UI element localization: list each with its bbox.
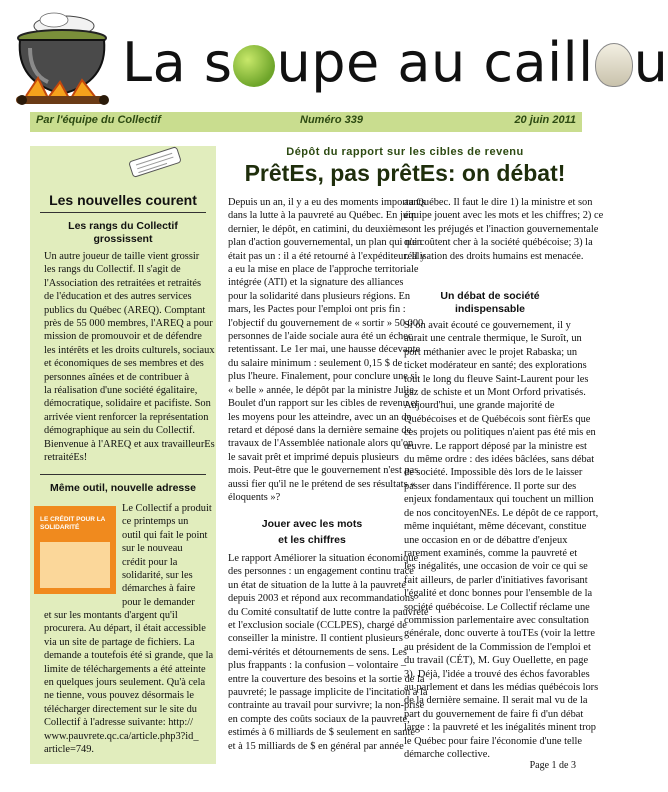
text-line: ticket modérateur en santé; des explorations <box>404 360 587 372</box>
text-line: les moyens pour les atteindre, avec un an de <box>228 411 412 423</box>
text-line: des personnes : un engagement continu trace <box>228 566 414 578</box>
text-line: solidarité, sur les <box>122 570 193 582</box>
text-line: Collectif à l'adresse suivante: http:// <box>44 717 194 729</box>
text-line: www.pauvrete.qc.ca/article.php3?id_ <box>44 730 199 742</box>
text-line: rarement examinés, comme la pauvreté et <box>404 547 578 559</box>
text-line: du même ordre : des idées bâclées, sans débat <box>404 454 595 466</box>
text-line: démographique au sein du Collectif. <box>44 425 195 437</box>
text-line: une occasion en or de débattre d'enjeux <box>404 534 568 546</box>
text-line: conseiller la ministre. Il contient plusieurs <box>228 633 403 645</box>
subheading-1-cont: et les chiffres <box>278 534 346 546</box>
text-line: large : la pauvreté et les inégalités minent trop <box>404 722 596 734</box>
text-line: et économiques de ses membres et des <box>44 358 204 370</box>
text-line: pour le demander <box>122 596 195 608</box>
text-line: 3). Déjà, l'idée a trouvé des échos favorables <box>404 668 590 680</box>
story1-title: Les rangs du Collectif <box>68 220 178 232</box>
page-number: Page 1 de 3 <box>529 760 576 771</box>
text-line: Si on avait écouté ce gouvernement, il y <box>404 320 571 331</box>
text-line: mars, les Pactes pour l'emploi ont pris fin : <box>228 304 406 316</box>
text-line: et sur les montants d'argent qu'il <box>44 610 178 621</box>
subheading-2: Un débat de société <box>440 290 540 302</box>
text-line: « belle » année, le dépôt par la ministre Julie <box>228 384 414 396</box>
text-line: procurera. Au départ, il était accessible <box>44 623 206 635</box>
text-line: un état de situation de la lutte à la pauvreté <box>228 579 407 591</box>
title-part: u <box>633 31 668 94</box>
column2-top <box>404 196 604 263</box>
text-line: la réalisation d'une société égalitaire, <box>44 385 198 397</box>
text-line: article=749. <box>44 744 94 756</box>
title-part: l <box>578 31 594 94</box>
text-line: fait ailleurs, de parler d'initiatives favorisant <box>404 574 588 586</box>
text-line: le savait prêt et imprimé depuis plusieurs <box>228 451 399 463</box>
text-line: au parlement et dans les médias québécois lors <box>404 681 599 693</box>
team-credit: Par l'équipe du Collectif <box>36 114 161 126</box>
text-line: ce printemps un <box>122 516 189 528</box>
text-line: même inquiétant, même décevant, constitue <box>404 521 587 533</box>
text-line: de société. Impossible dès lors de le laisser <box>404 467 583 479</box>
text-line: tout le long du fleuve Saint-Laurent pour les <box>404 373 589 385</box>
text-line: Le rapport Améliorer la situation économique <box>228 553 419 564</box>
divider <box>40 212 206 213</box>
text-line: démarches à faire <box>122 583 196 595</box>
text-line: Boulet d'un rapport sur les cibles de revenu et <box>228 398 419 410</box>
thumbnail-title: LE CRÉDIT POUR LA SOLIDARITÉ <box>40 516 106 531</box>
text-line: générale, donc ouverte à touTEs (voir la lettre <box>404 628 595 640</box>
text-line: mois. Peut-être que le gouvernement n'est pas <box>228 465 419 477</box>
text-line: plus frappants : la confusion – volontaire – <box>228 660 407 672</box>
text-line: de nos concitoyenNEs. Le dépôt de ce rapport, <box>404 507 599 519</box>
text-line: passer dans l'indifférence. Il porte sur des <box>404 480 577 492</box>
text-line: télécharger directement sur le site du <box>44 703 198 715</box>
text-line: contrainte au travail pour survivre; la non-prise <box>228 700 425 712</box>
thumbnail-panel <box>40 542 110 588</box>
text-line: de l'éducation et des autres services <box>44 291 192 303</box>
text-line: démarche collective. <box>404 749 490 760</box>
text-line: au président de la Commission de l'emploi et <box>404 641 591 653</box>
text-line: ne tienne, vous pouvez désormais le <box>44 690 195 702</box>
text-line: part du gouvernement de faire fi d'un débat <box>404 708 584 720</box>
text-line: aurait une centrale thermique, le Suroît, un <box>404 333 582 345</box>
text-line: Un autre joueur de taille vient grossir <box>44 251 200 262</box>
text-line: crédit pour la <box>122 556 178 568</box>
text-line: demande a toutefois été si grande, que la <box>44 650 214 662</box>
story2-title: Même outil, nouvelle adresse <box>50 482 196 494</box>
text-line: Depuis un an, il y a eu des moments importants <box>228 197 426 208</box>
issue-date: 20 juin 2011 <box>514 114 576 126</box>
text-line: gaz de schiste et un Mont Orford privatisés. <box>404 387 586 399</box>
eggshell-icon <box>595 43 633 87</box>
text-line: entre la couverture des besoins et la sortie de la <box>228 673 425 685</box>
text-line: retraitéEs! <box>44 452 88 464</box>
text-line: outil qui fait le point <box>122 529 208 541</box>
info-bar <box>30 112 582 132</box>
text-line: retard et déposé dans la dernière semaine de <box>228 424 412 436</box>
text-line: près de 55 000 membres, l'AREQ a pour <box>44 318 213 330</box>
text-line: au Québec. Il faut le dire 1) la ministre et son <box>404 197 593 208</box>
text-line: pour la solidarité dans plusieurs régions. En <box>228 290 411 302</box>
text-line: Aujourd'hui, une grande majorité de <box>404 400 555 412</box>
story2-body-wrap <box>122 502 212 609</box>
text-line: sont les préjugés et l'inaction gouvernementale <box>404 223 599 235</box>
text-line: œuvre. Le rapport déposé par la ministre est <box>404 440 587 452</box>
text-line: démocratique, solidaire et pacifiste. Son <box>44 398 211 410</box>
text-line: dernier, le dépôt, en catimini, du deuxième <box>228 223 406 235</box>
text-line: l'Association des retraitées et retraités <box>44 277 202 289</box>
text-line: le Québec pour faire l'économie d'une telle <box>404 735 582 747</box>
text-line: les inégalités, une occasion de voir ce qui se <box>404 561 588 573</box>
text-line: de la dernière semaine. Il serait mal vu de la <box>404 695 588 707</box>
text-line: personnes de l'aide sociale aura été un échec <box>228 331 413 343</box>
text-line: l'égalité et donc bonnes pour l'ensemble de la <box>404 588 593 600</box>
title-part: La s <box>122 31 233 94</box>
text-line: estimés à 6 milliards de $ seulement en santé <box>228 727 415 739</box>
text-line: demi-vérités et détournements de sens. Les <box>228 646 407 658</box>
text-line: enjeux fondamentaux qui touchent un million <box>404 494 594 506</box>
newspaper-icon <box>126 148 184 176</box>
text-line: les intérêts et les droits culturels, sociaux <box>44 344 215 356</box>
text-line: qui coûtent cher à la société québécoise; 3) la <box>404 237 593 249</box>
text-line: en compte des coûts sociaux de la pauvreté, <box>228 713 410 725</box>
divider <box>40 474 206 475</box>
text-line: mission de promouvoir et de défendre <box>44 331 202 343</box>
story1-title-cont: grossissent <box>93 233 153 245</box>
text-line: aussi fier qu'il ne le prétend de ses résultats « <box>228 478 416 490</box>
text-line: en quelques jours seulement. Qu'à cela <box>44 677 206 689</box>
column1-bottom <box>228 552 429 753</box>
text-line: limite de téléchargements a été atteinte <box>44 663 206 675</box>
story2-body <box>44 609 214 756</box>
text-line: sur le nouveau <box>122 543 183 555</box>
text-line: les rangs du Collectif. Il s'agit de <box>44 264 181 276</box>
text-line: ces projets ou politiques n'aient pas été mis en <box>404 427 596 439</box>
text-line: a eu la mise en place de l'approche territoriale <box>228 264 419 276</box>
text-line: Le Collectif a produit <box>122 503 212 514</box>
text-line: Bienvenue à l'AREQ et aux travailleurEs <box>44 438 215 450</box>
text-line: du travail (CÉT), M. Guy Ouellette, en page <box>404 655 589 667</box>
story1-body <box>44 250 215 465</box>
sidebar-heading: Les nouvelles courent <box>49 192 197 208</box>
text-line: commission parlementaire avec consultation <box>404 614 589 626</box>
text-line: arrivée vient renforcer la représentation <box>44 411 209 423</box>
text-line: éloquents »? <box>228 491 281 503</box>
text-line: du Comité consultatif de lutte contre la pauvreté <box>228 606 429 618</box>
article-headline: PrêtEs, pas prêtEs: on débat! <box>244 160 566 186</box>
text-line: société québécoise. Le Collectif réclame une <box>404 601 590 613</box>
text-line: depuis 2003 et répond aux recommandations <box>228 593 415 605</box>
column1-top <box>228 196 426 504</box>
text-line: dans la lutte à la pauvreté au Québec. En juin <box>228 210 417 222</box>
text-line: et l'exclusion sociale (CCLPES), chargé de <box>228 620 407 632</box>
credit-guide-thumbnail <box>34 506 116 594</box>
text-line: retentissant. Le 1er mai, une hausse décevante <box>228 344 421 356</box>
text-line: plan d'action gouvernemental, un plan qui n'en <box>228 237 422 249</box>
issue-number: Numéro 339 <box>300 114 363 126</box>
title-part: upe au cail <box>276 31 579 94</box>
text-line: via un site de partage de fichiers. La <box>44 636 195 648</box>
text-line: plus l'heure. Finalement, pour conclure une si <box>228 371 418 383</box>
text-line: pauvreté; le passage implicite de l'incitation à la <box>228 687 428 699</box>
text-line: et à 15 milliards de $ en général par année <box>228 740 404 752</box>
newsletter-title <box>122 30 668 100</box>
text-line: publics du Québec (AREQ). Comptant <box>44 304 206 316</box>
subheading-2-cont: indispensable <box>454 303 526 315</box>
cauldron-logo-icon <box>8 12 116 110</box>
text-line: Québécoises et de Québécois sont fièrEs que <box>404 413 591 425</box>
text-line: équipe jouent avec les mots et les chiffres; 2) ce <box>404 210 604 222</box>
text-line: réalisation des droits humains est menacée. <box>404 250 584 262</box>
text-line: du salaire minimum : seulement 0,15 $ de <box>228 357 403 369</box>
pea-icon <box>233 45 275 87</box>
subheading-1: Jouer avec les mots <box>261 518 363 530</box>
text-line: travaux de l'Assemblée nationale alors qu'on <box>228 438 414 450</box>
text-line: l'objectif du gouvernement de « sortir » 50 000 <box>228 317 424 329</box>
text-line: personnes aînées et de contribuer à <box>44 371 190 383</box>
article-kicker: Dépôt du rapport sur les cibles de revenu <box>286 146 524 158</box>
text-line: intégrée (ATI) et la signature des alliances <box>228 277 404 289</box>
text-line: était pas un : il a été retourné à l'expéditeur. Il y <box>228 250 426 262</box>
text-line: port méthanier avec le projet Rabaska; un <box>404 346 578 358</box>
column2-bottom <box>404 319 599 761</box>
